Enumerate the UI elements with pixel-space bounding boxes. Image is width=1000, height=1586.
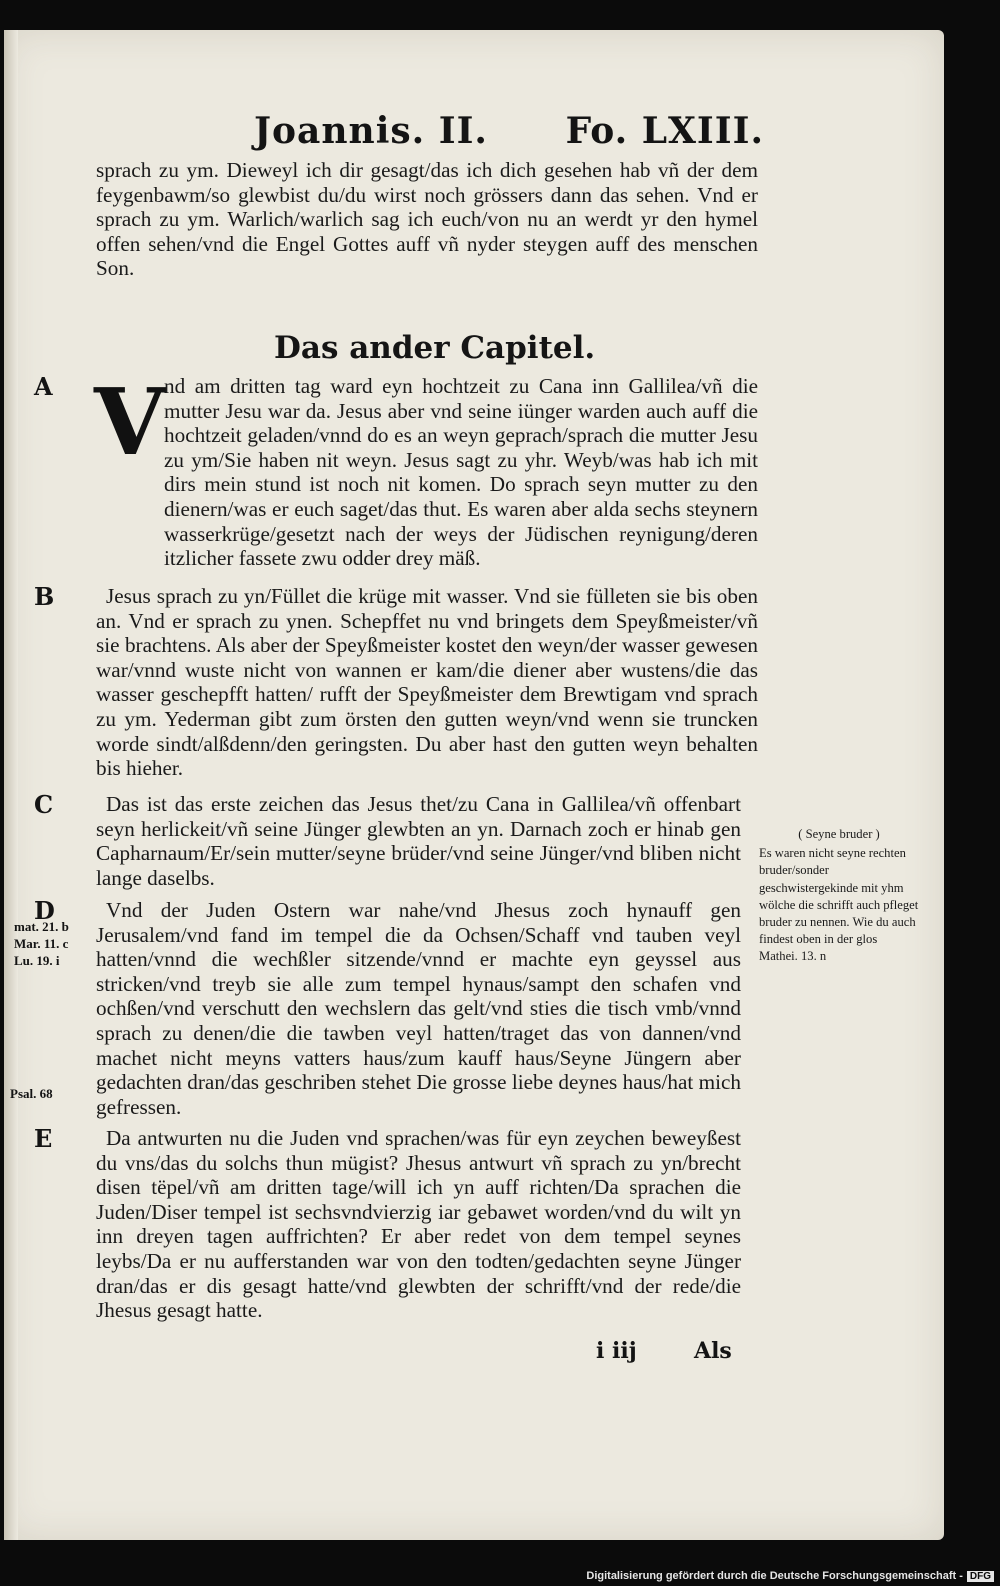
page-gutter <box>4 30 18 1540</box>
margin-letter-c: C <box>34 790 54 819</box>
intro-paragraph: sprach zu ym. Dieweyl ich dir gesagt/das ich dich gesehen hab vñ der dem feygenbawm/so glewbist du/du wirst noch grössers dann das sehen. Vnd er sprach zu ym. Warlich/warlich sag ich euch/von nu an werdt yr den hymel offen sehen/vnd die Engel Gottes auff vñ nyder steygen auff des menschen Son. <box>96 158 758 281</box>
margin-letter-e: E <box>34 1124 53 1153</box>
cross-ref-psalm: Psal. 68 <box>10 1086 53 1101</box>
margin-gloss <box>759 826 919 966</box>
gloss-text: Es waren nicht seyne rechten bruder/sonder geschwistergekinde mit yhm wölche die schrifft auch pfleget bruder zu nennen. Wie du auch findest oben in der glos Mathei. 13. n <box>759 846 919 964</box>
margin-letter-d: D <box>34 896 55 925</box>
running-header <box>254 110 764 152</box>
header-folio: Fo. LXIII. <box>565 110 764 152</box>
digitization-credit <box>586 1570 994 1582</box>
cross-ref-matthew: mat. 21. b <box>14 919 69 934</box>
section-b-text: Jesus sprach zu yn/Füllet die krüge mit wasser. Vnd sie fülleten sie bis oben an. Vnd er sprach zu ynen. Schepffet nu vnd bringets dem Speyßmeister/vñ sie brachtens. Als aber der Speyßmeister kostet den weyn/der wasser gewesen war/vnnd wuste nicht von wannen er kam/die diener aber wustens/die das wasser geschepfft hatten/ rufft der Speyßmeister dem Brewtigam vnd sprach zu ym. Yederman gibt zum örsten den gutten weyn/vnd wenn sie truncken worde sindt/alßdenn/den geringsten. Du aber hast den gutten weyn behalten bis hieher. <box>96 584 758 781</box>
decorated-initial: V <box>94 368 166 476</box>
signature-mark: i iij <box>596 1338 637 1364</box>
margin-letter-a: A <box>34 372 53 401</box>
cross-ref-mark: Mar. 11. c <box>14 936 69 951</box>
credit-text: Digitalisierung gefördert durch die Deutsche Forschungsgemeinschaft - <box>586 1570 963 1582</box>
book-page <box>4 30 944 1540</box>
catchword: Als <box>694 1338 732 1364</box>
margin-letter-b: B <box>34 582 55 611</box>
section-d-text: Vnd der Juden Ostern war nahe/vnd Jhesus zoch hynauff gen Jerusalem/vnd fand im tempel die da Ochsen/Schaff vnd tauben veyl hatten/vnnd die wechßler sitzende/vnnd er machte eyn geyssel aus stricken/vnd treyb sie alle zum tempel hynaus/sampt den schafen vnd ochßen/vnd verschutt den wechslern das gelt/vnd sties die tisch vmb/vnnd sprach zu denen/die die tawben veyl hatten/traget das von dannen/vnd machet nicht meyns vatters haus/zum kauff haus/Seyne Jüngern aber gedachten dran/das geschriben stehet Die grosse liebe deynes haus/hat mich gefressen. <box>96 898 741 1119</box>
chapter-title: Das ander Capitel. <box>274 330 596 366</box>
header-book: Joannis. II. <box>254 110 488 152</box>
section-a-text: nd am dritten tag ward eyn hochtzeit zu Cana inn Gallilea/vñ die mutter Jesu war da. Jesus aber vnd seine iünger warden auch auff die hochtzeit geladen/vnnd do es an weyn geprach/sprach die mutter Jesu zu ym/Sie haben nit weyn. Jesus sagt zu yhr. Weyb/was hab ich mit dirs mein stund ist noch nit komen. Do sprach seyn mutter zu den dienern/was er euch saget/das thut. Es waren aber alda sechs steynern wasserkrüge/gesetzt nach der weys der Jüdischen reynigung/deren itzlicher fassete zwu odder drey mäß. <box>164 374 758 571</box>
section-e-text: Da antwurten nu die Juden vnd sprachen/was für eyn zeychen beweyßest du vns/das du solchs thun mügist? Jhesus antwurt vñ sprach zu yn/brecht disen tëpel/vñ am dritten tage/will ich yn auff richten/Da sprachen die Juden/Diser tempel ist sechsvndvierzig iar gebawet worden/vnd du wilt yn inn dreyen tagen auffrichten? Er aber redet von dem tempel seynes leybs/Da er nu aufferstanden war von den todten/gedachten seyne Jünger dran/das er dis gesagt hatte/vnd glewbten der schrifft/vnd der rede/die Jhesus gesagt hatte. <box>96 1126 741 1323</box>
cross-ref-luke: Lu. 19. i <box>14 953 60 968</box>
dfg-logo: DFG <box>967 1571 994 1582</box>
gloss-title: ( Seyne bruder ) <box>798 827 880 841</box>
section-c-text: Das ist das erste zeichen das Jesus thet/zu Cana in Gallilea/vñ offenbart seyn herlickeit/vñ seine Jünger glewbten an yn. Darnach zoch er hinab gen Capharnaum/Er/sein mutter/seyne brüder/vnd seine Jünger/vnd bliben nicht lange daselbs. <box>96 792 741 890</box>
